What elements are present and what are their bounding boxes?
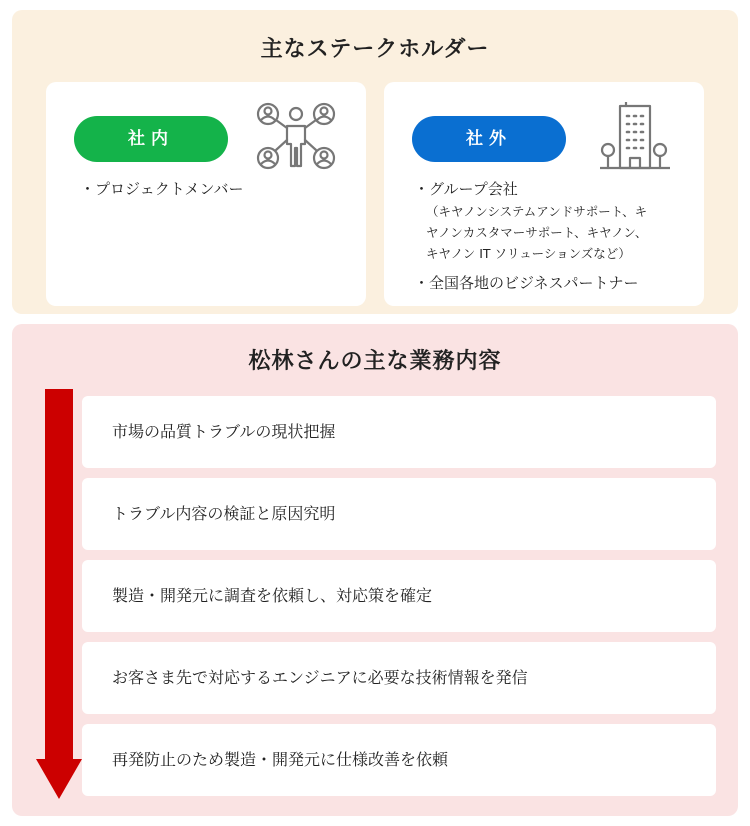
work-panel bbox=[12, 324, 738, 816]
office-building-icon bbox=[600, 102, 670, 174]
outside-group-block bbox=[414, 178, 647, 264]
stakeholders-panel bbox=[12, 10, 738, 314]
inside-card bbox=[46, 82, 366, 306]
people-network-icon bbox=[256, 102, 336, 172]
inside-pill: 社内 bbox=[74, 116, 228, 162]
work-title: 松林さんの主な業務内容 bbox=[248, 349, 502, 374]
outside-group-item: ・グループ会社 bbox=[414, 180, 518, 198]
task-item-4: お客さま先で対応するエンジニアに必要な技術情報を発信 bbox=[82, 642, 716, 714]
flow-down-arrow-icon bbox=[36, 389, 82, 799]
inside-item: ・プロジェクトメンバー bbox=[80, 180, 244, 198]
outside-card bbox=[384, 82, 704, 306]
outside-group-detail-1: （キヤノンシステムアンドサポート、キ bbox=[426, 204, 648, 219]
outside-pill: 社外 bbox=[412, 116, 566, 162]
outside-partner-item: ・全国各地のビジネスパートナー bbox=[414, 274, 639, 292]
stakeholders-title: 主なステークホルダー bbox=[260, 37, 490, 62]
task-item-1: 市場の品質トラブルの現状把握 bbox=[82, 396, 716, 468]
task-item-5: 再発防止のため製造・開発元に仕様改善を依頼 bbox=[82, 724, 716, 796]
task-item-2: トラブル内容の検証と原因究明 bbox=[82, 478, 716, 550]
task-item-3: 製造・開発元に調査を依頼し、対応策を確定 bbox=[82, 560, 716, 632]
outside-group-detail-2: ヤノンカスタマーサポート、キヤノン、 bbox=[426, 225, 648, 240]
outside-group-detail-3: キヤノン IT ソリューションズなど） bbox=[426, 246, 631, 261]
